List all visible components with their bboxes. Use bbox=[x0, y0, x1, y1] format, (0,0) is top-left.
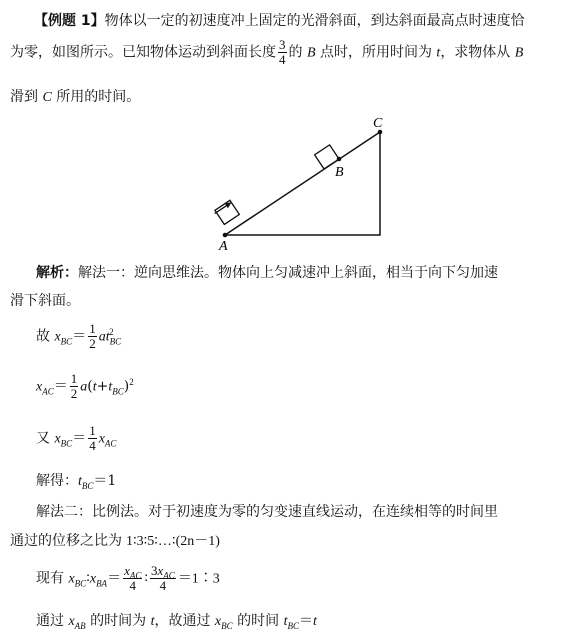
var-t: t bbox=[436, 45, 441, 61]
point-a bbox=[223, 233, 228, 238]
method-1-text-b: 滑下斜面。 bbox=[10, 293, 80, 309]
solution-head: 解析： bbox=[36, 265, 78, 281]
var-t: t bbox=[78, 474, 82, 489]
var-b-2: B bbox=[514, 45, 524, 61]
var-x: x bbox=[68, 614, 75, 629]
ratio-colon: ∶ bbox=[86, 570, 90, 587]
label-b: B bbox=[335, 165, 344, 180]
frac-num bbox=[150, 564, 176, 579]
problem-text-1: 物体以一定的初速度冲上固定的光滑斜面，到达斜面最高点时速度恰 bbox=[104, 13, 525, 29]
var-t: t bbox=[92, 379, 97, 395]
eq-sign: ＝ bbox=[93, 473, 108, 489]
eq6-prefix: 现有 bbox=[36, 570, 64, 587]
var-x: x bbox=[54, 329, 61, 345]
eq-sign: ＝ bbox=[53, 378, 68, 395]
sub-bc: BC bbox=[221, 620, 233, 631]
var-x: x bbox=[68, 571, 75, 587]
half-fraction bbox=[70, 372, 79, 401]
plus-sign: + bbox=[96, 378, 109, 395]
var-x: x bbox=[54, 431, 61, 447]
sub-bc: BC bbox=[109, 336, 122, 347]
fraction-3xac-over-4 bbox=[150, 564, 176, 593]
label-a: A bbox=[219, 239, 228, 254]
equation-1 bbox=[36, 321, 122, 351]
frac-four: 4 bbox=[159, 578, 167, 593]
ratio-colon: ∶ bbox=[144, 570, 149, 587]
eq4-prefix: 解得： bbox=[36, 473, 78, 489]
ratio-sequence: 1∶3∶5∶…∶(2n－1) bbox=[126, 534, 220, 549]
frac-two: 2 bbox=[70, 386, 78, 401]
incline-triangle bbox=[225, 132, 380, 235]
solution-line-1 bbox=[36, 262, 498, 282]
eq-sign: ＝ bbox=[298, 613, 313, 629]
label-c: C bbox=[373, 116, 383, 131]
var-t: t bbox=[283, 614, 288, 629]
sub-bc: BC bbox=[60, 336, 73, 347]
value-one: 1 bbox=[107, 473, 117, 489]
frac-one: 1 bbox=[89, 423, 96, 438]
coef-three: 3 bbox=[151, 563, 158, 578]
sub-ac: AC bbox=[42, 386, 54, 397]
frac-four: 4 bbox=[89, 438, 96, 453]
frac-one: 1 bbox=[70, 371, 78, 386]
frac-two: 2 bbox=[89, 336, 96, 351]
problem-text-3b: 所用的时间。 bbox=[56, 89, 141, 105]
frac-num bbox=[123, 564, 142, 579]
point-b bbox=[337, 157, 342, 162]
sub-ab: AB bbox=[74, 620, 86, 631]
problem-line-3 bbox=[10, 86, 140, 106]
problem-text-2c: 点时，所用时间为 bbox=[319, 44, 432, 61]
sub-ba: BA bbox=[96, 578, 108, 589]
final-text-c: ，故通过 bbox=[154, 613, 211, 629]
sub-ac: AC bbox=[129, 570, 142, 581]
method-2-text-b: 通过的位移之比为 bbox=[10, 533, 122, 549]
var-a: a bbox=[80, 379, 88, 395]
equation-4 bbox=[36, 470, 116, 490]
final-line bbox=[36, 610, 317, 630]
final-text-d: 的时间 bbox=[237, 613, 280, 629]
sub-bc: BC bbox=[74, 578, 87, 589]
problem-text-2a: 为零，如图所示。已知物体运动到斜面长度 bbox=[10, 44, 276, 61]
eq1-prefix: 故 bbox=[36, 328, 50, 345]
eq-sign: ＝ bbox=[72, 328, 87, 345]
var-x: x bbox=[124, 563, 130, 578]
problem-text-2b: 的 bbox=[288, 44, 303, 61]
sup-2: 2 bbox=[129, 376, 134, 387]
equation-6 bbox=[36, 564, 220, 593]
example-tag: 【例题 1】 bbox=[34, 13, 105, 29]
sub-bc: BC bbox=[81, 480, 94, 491]
var-c: C bbox=[42, 90, 52, 105]
method-1-text: 解法一：逆向思维法。物体向上匀减速冲上斜面，相当于向下匀加速 bbox=[78, 265, 498, 281]
var-t: t bbox=[108, 379, 113, 395]
frac-one: 1 bbox=[89, 321, 96, 336]
eq-sign: ＝ bbox=[72, 430, 87, 447]
sub-bc: BC bbox=[112, 386, 124, 397]
problem-text-2d: ，求物体从 bbox=[440, 44, 511, 61]
eq3-prefix: 又 bbox=[36, 430, 50, 447]
sub-ac: AC bbox=[163, 570, 175, 581]
sub-ac: AC bbox=[104, 438, 117, 449]
sub-bc: BC bbox=[287, 620, 299, 631]
var-x: x bbox=[157, 563, 164, 578]
var-x: x bbox=[214, 614, 222, 629]
eq-sign: ＝ bbox=[107, 570, 122, 587]
sup-2: 2 bbox=[109, 326, 114, 337]
method-2-line-1 bbox=[36, 501, 498, 521]
equation-2 bbox=[36, 372, 134, 401]
quarter-fraction bbox=[88, 424, 97, 453]
var-x: x bbox=[36, 379, 43, 395]
frac-four: 4 bbox=[129, 578, 136, 593]
equation-3 bbox=[36, 424, 116, 453]
method-2-line-2 bbox=[10, 530, 220, 550]
paren-left: ( bbox=[87, 378, 93, 395]
var-x: x bbox=[98, 431, 105, 447]
fraction-xac-over-4 bbox=[123, 564, 142, 593]
solution-line-2 bbox=[10, 290, 80, 310]
var-b: B bbox=[306, 45, 316, 61]
var-t: t bbox=[312, 614, 317, 629]
frac-den: 4 bbox=[279, 52, 286, 67]
var-t: t bbox=[105, 329, 110, 345]
frac-num: 3 bbox=[279, 37, 286, 52]
method-2-text: 解法二：比例法。对于初速度为零的匀变速直线运动，在连续相等的时间里 bbox=[36, 504, 498, 520]
problem-text-3a: 滑到 bbox=[10, 89, 38, 105]
half-fraction bbox=[88, 322, 97, 351]
fraction-three-quarters bbox=[278, 38, 287, 67]
var-t: t bbox=[150, 614, 155, 629]
paren-right: ) bbox=[123, 378, 130, 395]
eq6-result: ＝1∶3 bbox=[177, 571, 220, 587]
problem-line-1 bbox=[34, 10, 525, 30]
sub-bc: BC bbox=[60, 438, 73, 449]
problem-line-2 bbox=[10, 38, 523, 67]
var-a: a bbox=[98, 329, 106, 345]
final-text-b: 的时间为 bbox=[90, 613, 147, 629]
final-text-a: 通过 bbox=[36, 613, 64, 629]
incline-figure bbox=[200, 110, 400, 255]
var-x: x bbox=[89, 571, 97, 587]
